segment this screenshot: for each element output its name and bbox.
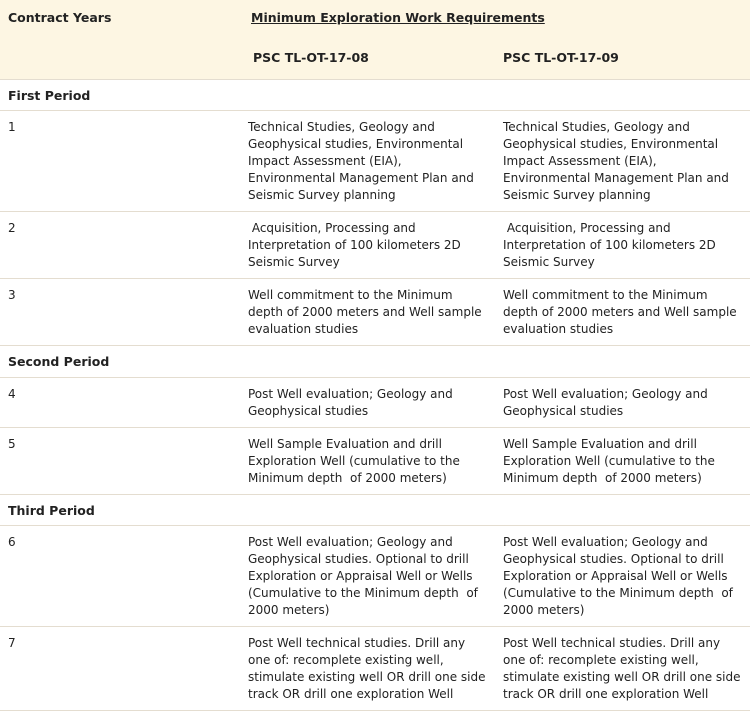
period-row bbox=[0, 80, 750, 111]
psc-09-requirement: Post Well technical studies. Drill any one of: recomplete existing well, stimulate existing well OR drill one side track OR drill one exploration Well bbox=[495, 627, 750, 711]
period-row bbox=[0, 495, 750, 526]
table-row bbox=[0, 428, 750, 495]
psc-09-requirement: Technical Studies, Geology and Geophysical studies, Environmental Impact Assessment (EIA), Environmental Management Plan and Seismic Survey planning bbox=[495, 111, 750, 212]
contract-year-cell: 1 bbox=[0, 111, 240, 212]
period-label: Second Period bbox=[0, 346, 750, 378]
table-row bbox=[0, 279, 750, 346]
table-row bbox=[0, 212, 750, 279]
psc-09-requirement: Acquisition, Processing and Interpretation of 100 kilometers 2D Seismic Survey bbox=[495, 212, 750, 279]
psc-header-row bbox=[0, 42, 750, 80]
psc-09-requirement: Well Sample Evaluation and drill Exploration Well (cumulative to the Minimum depth of 2000 meters) bbox=[495, 428, 750, 495]
contract-year-cell: 6 bbox=[0, 526, 240, 627]
table-row bbox=[0, 378, 750, 428]
psc-08-requirement: Well commitment to the Minimum depth of 2000 meters and Well sample evaluation studies bbox=[240, 279, 495, 346]
table-row bbox=[0, 627, 750, 711]
period-row bbox=[0, 346, 750, 378]
contract-year-cell: 2 bbox=[0, 212, 240, 279]
psc-08-requirement: Technical Studies, Geology and Geophysical studies, Environmental Impact Assessment (EIA), Environmental Management Plan and Seismic Survey planning bbox=[240, 111, 495, 212]
psc-08-requirement: Well Sample Evaluation and drill Exploration Well (cumulative to the Minimum depth of 2000 meters) bbox=[240, 428, 495, 495]
period-label: First Period bbox=[0, 80, 750, 111]
psc-08-requirement: Post Well evaluation; Geology and Geophysical studies. Optional to drill Exploration or Appraisal Well or Wells (Cumulative to the Minimum depth of 2000 meters) bbox=[240, 526, 495, 627]
contract-year-cell: 3 bbox=[0, 279, 240, 346]
contract-year-cell: 7 bbox=[0, 627, 240, 711]
contract-year-cell: 5 bbox=[0, 428, 240, 495]
contract-year-cell: 4 bbox=[0, 378, 240, 428]
table-row bbox=[0, 526, 750, 627]
psc-08-requirement: Post Well evaluation; Geology and Geophysical studies bbox=[240, 378, 495, 428]
psc-08-header: PSC TL-OT-17-08 bbox=[240, 42, 495, 80]
requirements-title-header: Minimum Exploration Work Requirements bbox=[240, 0, 750, 42]
psc-09-requirement: Post Well evaluation; Geology and Geophysical studies. Optional to drill Exploration or Appraisal Well or Wells (Cumulative to the Minimum depth of 2000 meters) bbox=[495, 526, 750, 627]
psc-09-requirement: Post Well evaluation; Geology and Geophysical studies bbox=[495, 378, 750, 428]
psc-09-requirement: Well commitment to the Minimum depth of 2000 meters and Well sample evaluation studies bbox=[495, 279, 750, 346]
psc-09-header: PSC TL-OT-17-09 bbox=[495, 42, 750, 80]
table-header-row bbox=[0, 0, 750, 42]
contract-years-header: Contract Years bbox=[0, 0, 240, 42]
period-label: Third Period bbox=[0, 495, 750, 526]
empty-header-cell bbox=[0, 42, 240, 80]
table-row bbox=[0, 111, 750, 212]
psc-08-requirement: Post Well technical studies. Drill any one of: recomplete existing well, stimulate existing well OR drill one side track OR drill one exploration Well bbox=[240, 627, 495, 711]
psc-08-requirement: Acquisition, Processing and Interpretation of 100 kilometers 2D Seismic Survey bbox=[240, 212, 495, 279]
